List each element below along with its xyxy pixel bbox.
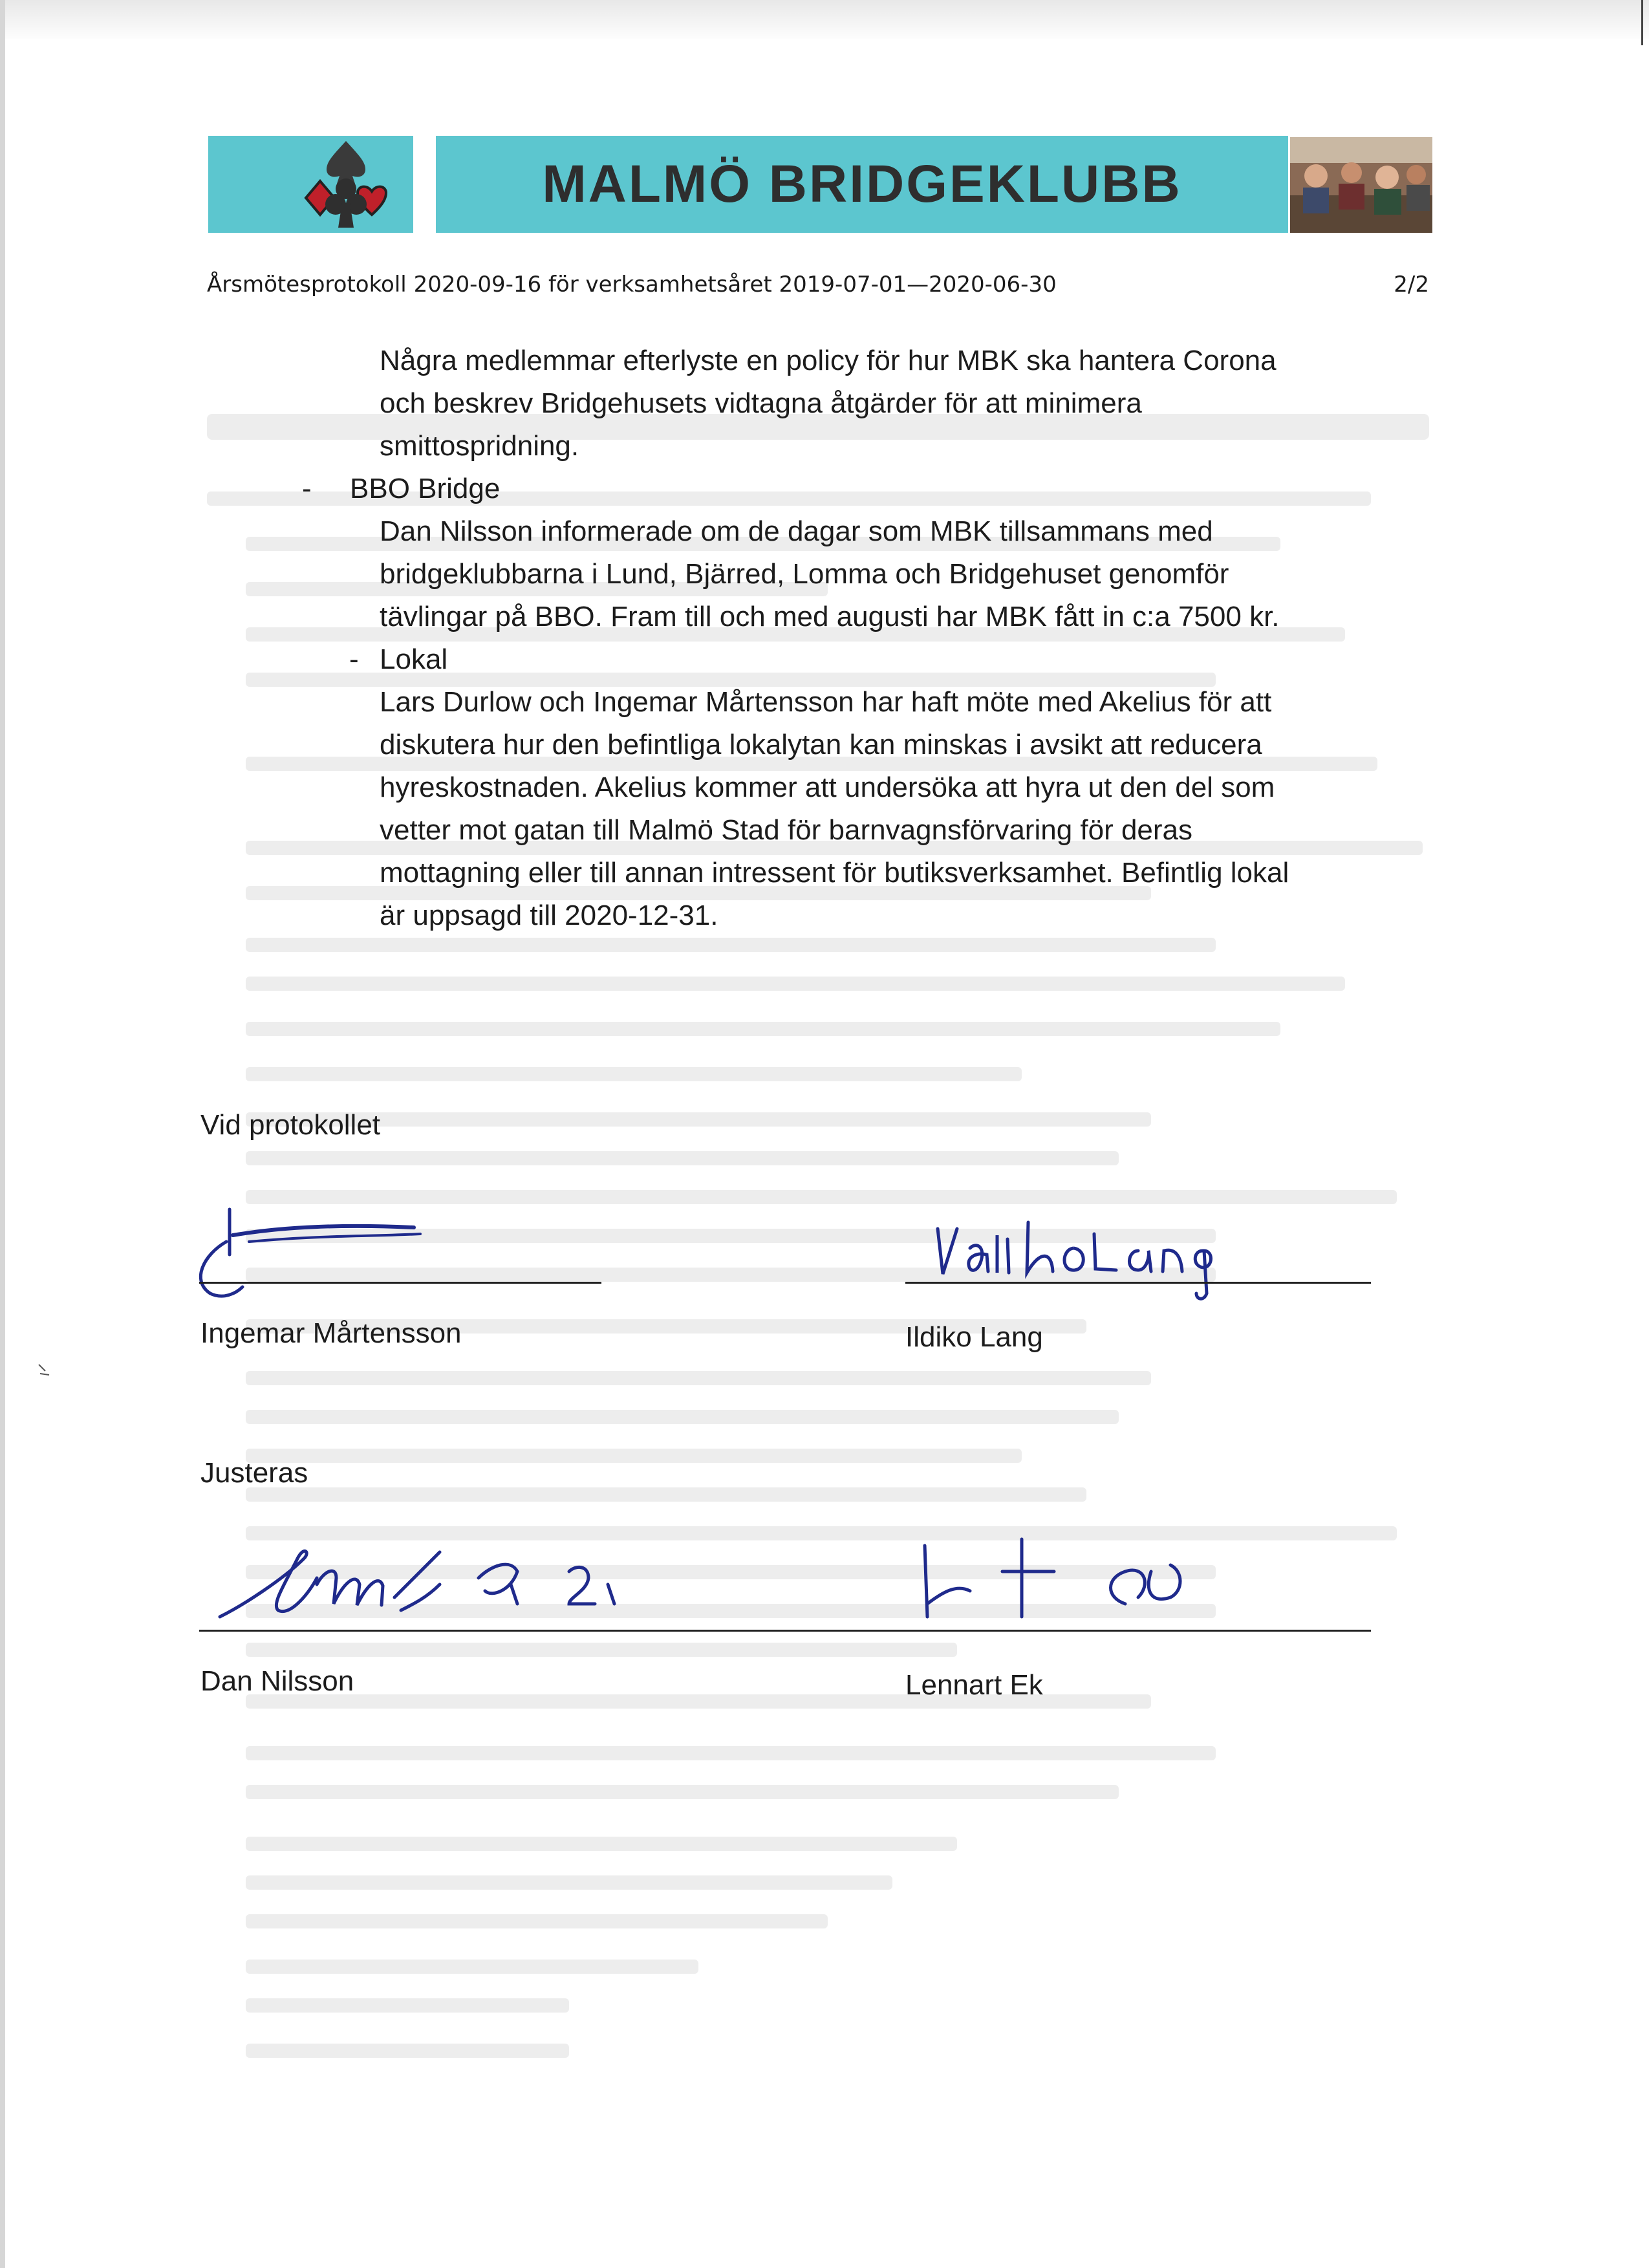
- bullet-dash: -: [302, 473, 312, 504]
- body-line: diskutera hur den befintliga lokalytan kan minskas i avsikt att reducera: [380, 729, 1262, 761]
- club-logo-icon: [294, 136, 398, 233]
- scan-edge-top: [0, 0, 1649, 39]
- scan-edge-left: [0, 0, 5, 2268]
- body-line: smittospridning.: [380, 430, 579, 462]
- adjust-label: Justeras: [200, 1457, 308, 1489]
- body-line: Lars Durlow och Ingemar Mårtensson har haft möte med Akelius för att: [380, 686, 1272, 718]
- club-name: MALMÖ BRIDGEKLUBB: [542, 155, 1182, 213]
- signature-line: [199, 1282, 601, 1284]
- body-line: tävlingar på BBO. Fram till och med augusti har MBK fått in c:a 7500 kr.: [380, 601, 1280, 632]
- scan-speck: [32, 1358, 58, 1384]
- body-line: och beskrev Bridgehusets vidtagna åtgärder för att minimera: [380, 387, 1142, 419]
- signer-name: Dan Nilsson: [200, 1665, 354, 1697]
- section-heading: Lokal: [380, 643, 448, 675]
- body-line: vetter mot gatan till Malmö Stad för barnvagnsförvaring för deras: [380, 814, 1193, 846]
- club-photo: [1290, 137, 1432, 233]
- banner: [436, 136, 1288, 233]
- body-line: är uppsagd till 2020-12-31.: [380, 900, 718, 931]
- document-title: Årsmötesprotokoll 2020-09-16 för verksamhetsåret 2019-07-01—2020-06-30: [207, 272, 1057, 297]
- body-line: Några medlemmar efterlyste en policy för hur MBK ska hantera Corona: [380, 345, 1277, 376]
- signature-line: [199, 1630, 1371, 1632]
- section-heading: BBO Bridge: [350, 473, 501, 504]
- body-line: bridgeklubbarna i Lund, Bjärred, Lomma och Bridgehuset genomför: [380, 558, 1229, 590]
- body-line: mottagning eller till annan intressent för butiksverksamhet. Befintlig lokal: [380, 857, 1289, 889]
- signature-ingemar: [191, 1196, 462, 1326]
- protocol-label: Vid protokollet: [200, 1109, 381, 1141]
- signer-name: Ildiko Lang: [905, 1321, 1043, 1353]
- scan-mark: [1641, 0, 1643, 45]
- document-header: [207, 272, 1429, 304]
- signature-lennart: [912, 1533, 1261, 1630]
- bullet-dash: -: [349, 643, 359, 675]
- body-line: Dan Nilsson informerade om de dagar som MBK tillsammans med: [380, 515, 1213, 547]
- signer-name: Ingemar Mårtensson: [200, 1317, 462, 1349]
- signer-name: Lennart Ek: [905, 1669, 1043, 1701]
- signature-dan: [207, 1533, 698, 1630]
- page-number: 2/2: [1394, 272, 1429, 297]
- body-line: hyreskostnaden. Akelius kommer att undersöka att hyra ut den del som: [380, 772, 1275, 803]
- signature-line: [905, 1282, 1371, 1284]
- signature-ildiko: [925, 1216, 1261, 1306]
